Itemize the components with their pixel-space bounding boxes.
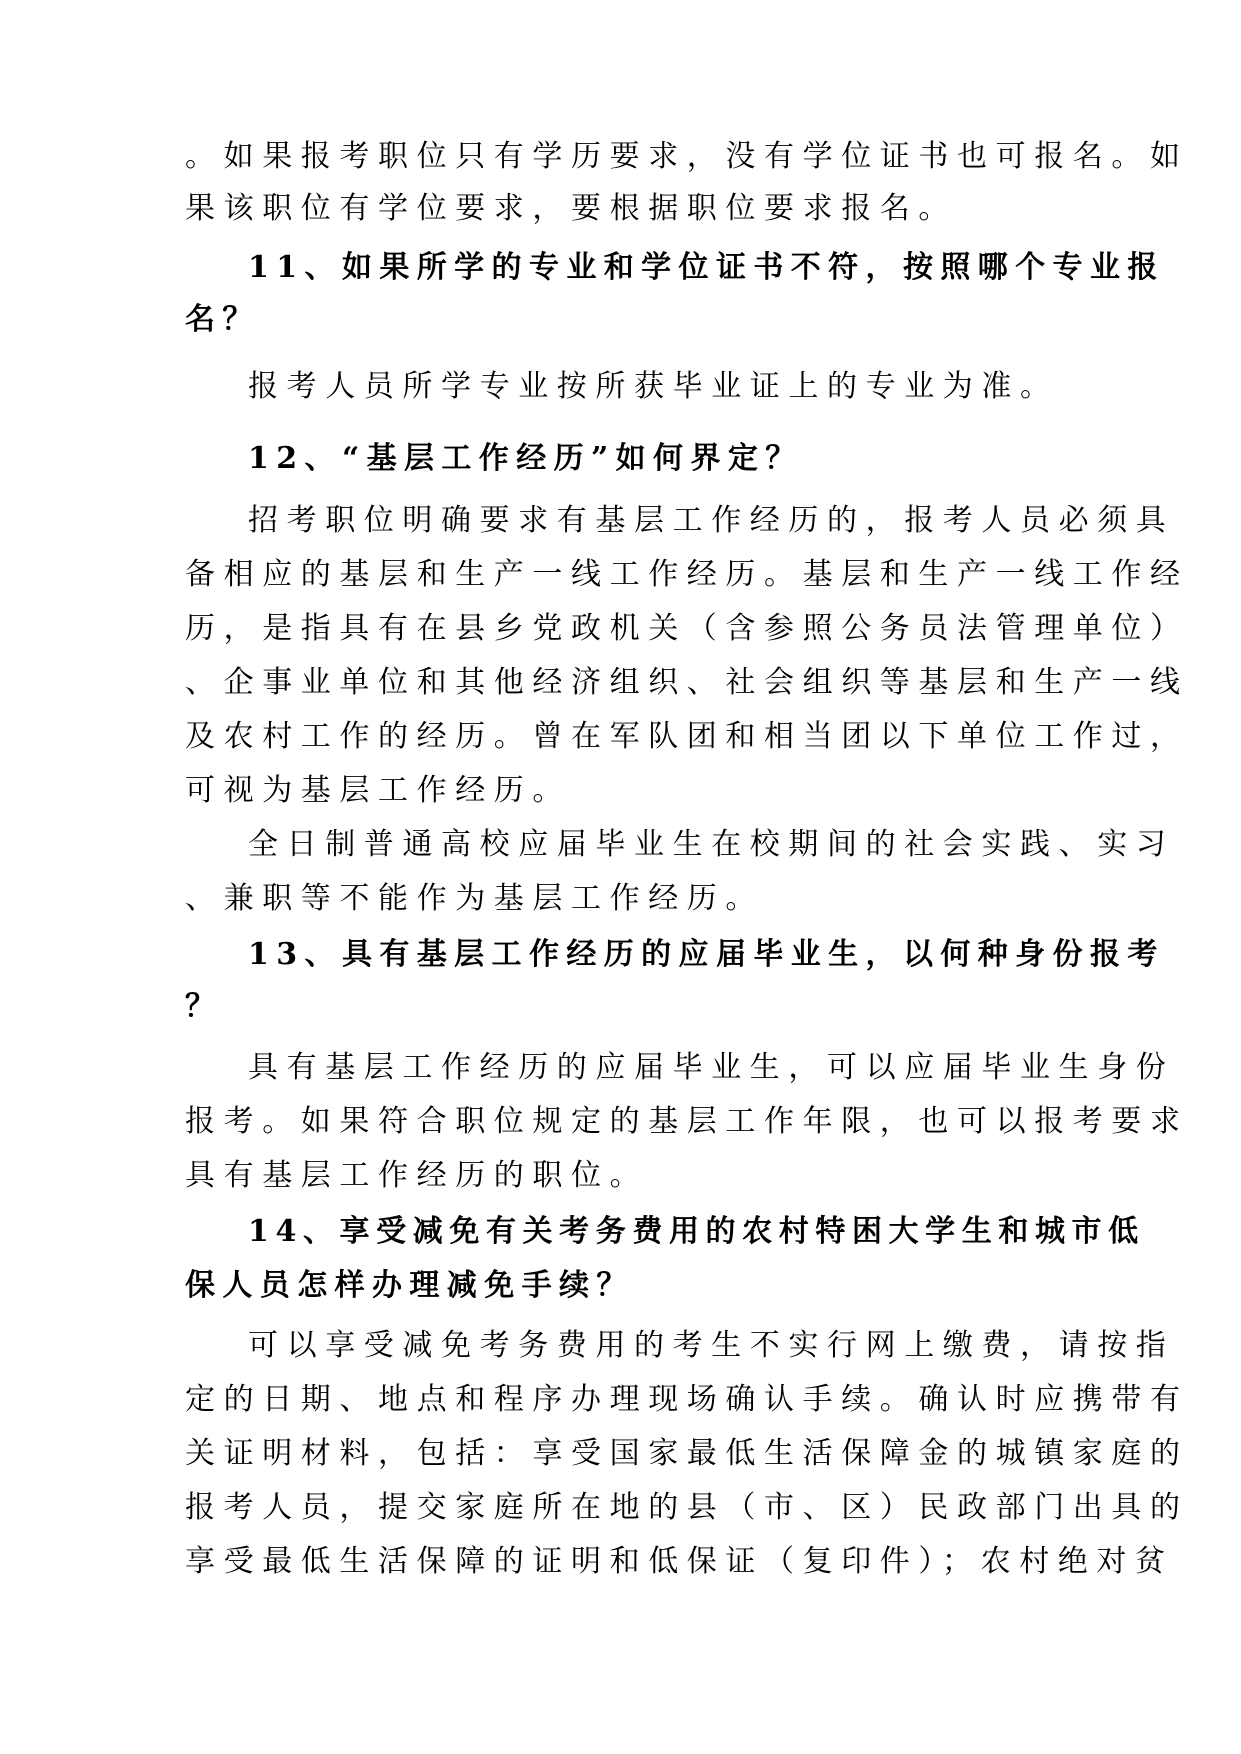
body-text-line: 。如果报考职位只有学历要求，没有学位证书也可报名。如 <box>185 139 1189 174</box>
answer-text-line: 招考职位明确要求有基层工作经历的，报考人员必须具 <box>248 503 1175 538</box>
question-heading-13: 13、具有基层工作经历的应届毕业生，以何种身份报考 <box>248 937 1165 972</box>
answer-text-line: 可以享受减免考务费用的考生不实行网上缴费，请按指 <box>248 1328 1175 1363</box>
answer-text-line: 关证明材料，包括：享受国家最低生活保障金的城镇家庭的 <box>185 1436 1189 1471</box>
answer-text-line: 全日制普通高校应届毕业生在校期间的社会实践、实习 <box>248 827 1175 862</box>
question-heading-11-cont: 名？ <box>185 302 260 337</box>
answer-text-line: 定的日期、地点和程序办理现场确认手续。确认时应携带有 <box>185 1382 1189 1417</box>
question-heading-14-cont: 保人员怎样办理减免手续？ <box>185 1268 634 1303</box>
answer-text-line: 及农村工作的经历。曾在军队团和相当团以下单位工作过， <box>185 719 1189 754</box>
body-text-line: 果该职位有学位要求，要根据职位要求报名。 <box>185 191 957 226</box>
answer-text-line: 具有基层工作经历的职位。 <box>185 1158 649 1193</box>
answer-text-line: 、兼职等不能作为基层工作经历。 <box>185 881 764 916</box>
answer-text-line: 具有基层工作经历的应届毕业生，可以应届毕业生身份 <box>248 1050 1175 1085</box>
question-heading-12: 12、“基层工作经历”如何界定？ <box>248 441 803 476</box>
answer-text-line: 、企事业单位和其他经济组织、社会组织等基层和生产一线 <box>185 665 1189 700</box>
question-heading-13-cont: ？ <box>185 989 223 1024</box>
answer-text-line: 报考人员所学专业按所获毕业证上的专业为准。 <box>248 369 1059 404</box>
answer-text-line: 报考人员，提交家庭所在地的县（市、区）民政部门出具的 <box>185 1490 1189 1525</box>
answer-text-line: 历，是指具有在县乡党政机关（含参照公务员法管理单位） <box>185 611 1189 646</box>
answer-text-line: 可视为基层工作经历。 <box>185 773 571 808</box>
answer-text-line: 备相应的基层和生产一线工作经历。基层和生产一线工作经 <box>185 557 1189 592</box>
question-heading-11: 11、如果所学的专业和学位证书不符，按照哪个专业报 <box>248 250 1165 285</box>
question-heading-14: 14、享受减免有关考务费用的农村特困大学生和城市低 <box>248 1214 1145 1249</box>
answer-text-line: 报考。如果符合职位规定的基层工作年限，也可以报考要求 <box>185 1104 1189 1139</box>
answer-text-line: 享受最低生活保障的证明和低保证（复印件）；农村绝对贫 <box>185 1544 1174 1579</box>
